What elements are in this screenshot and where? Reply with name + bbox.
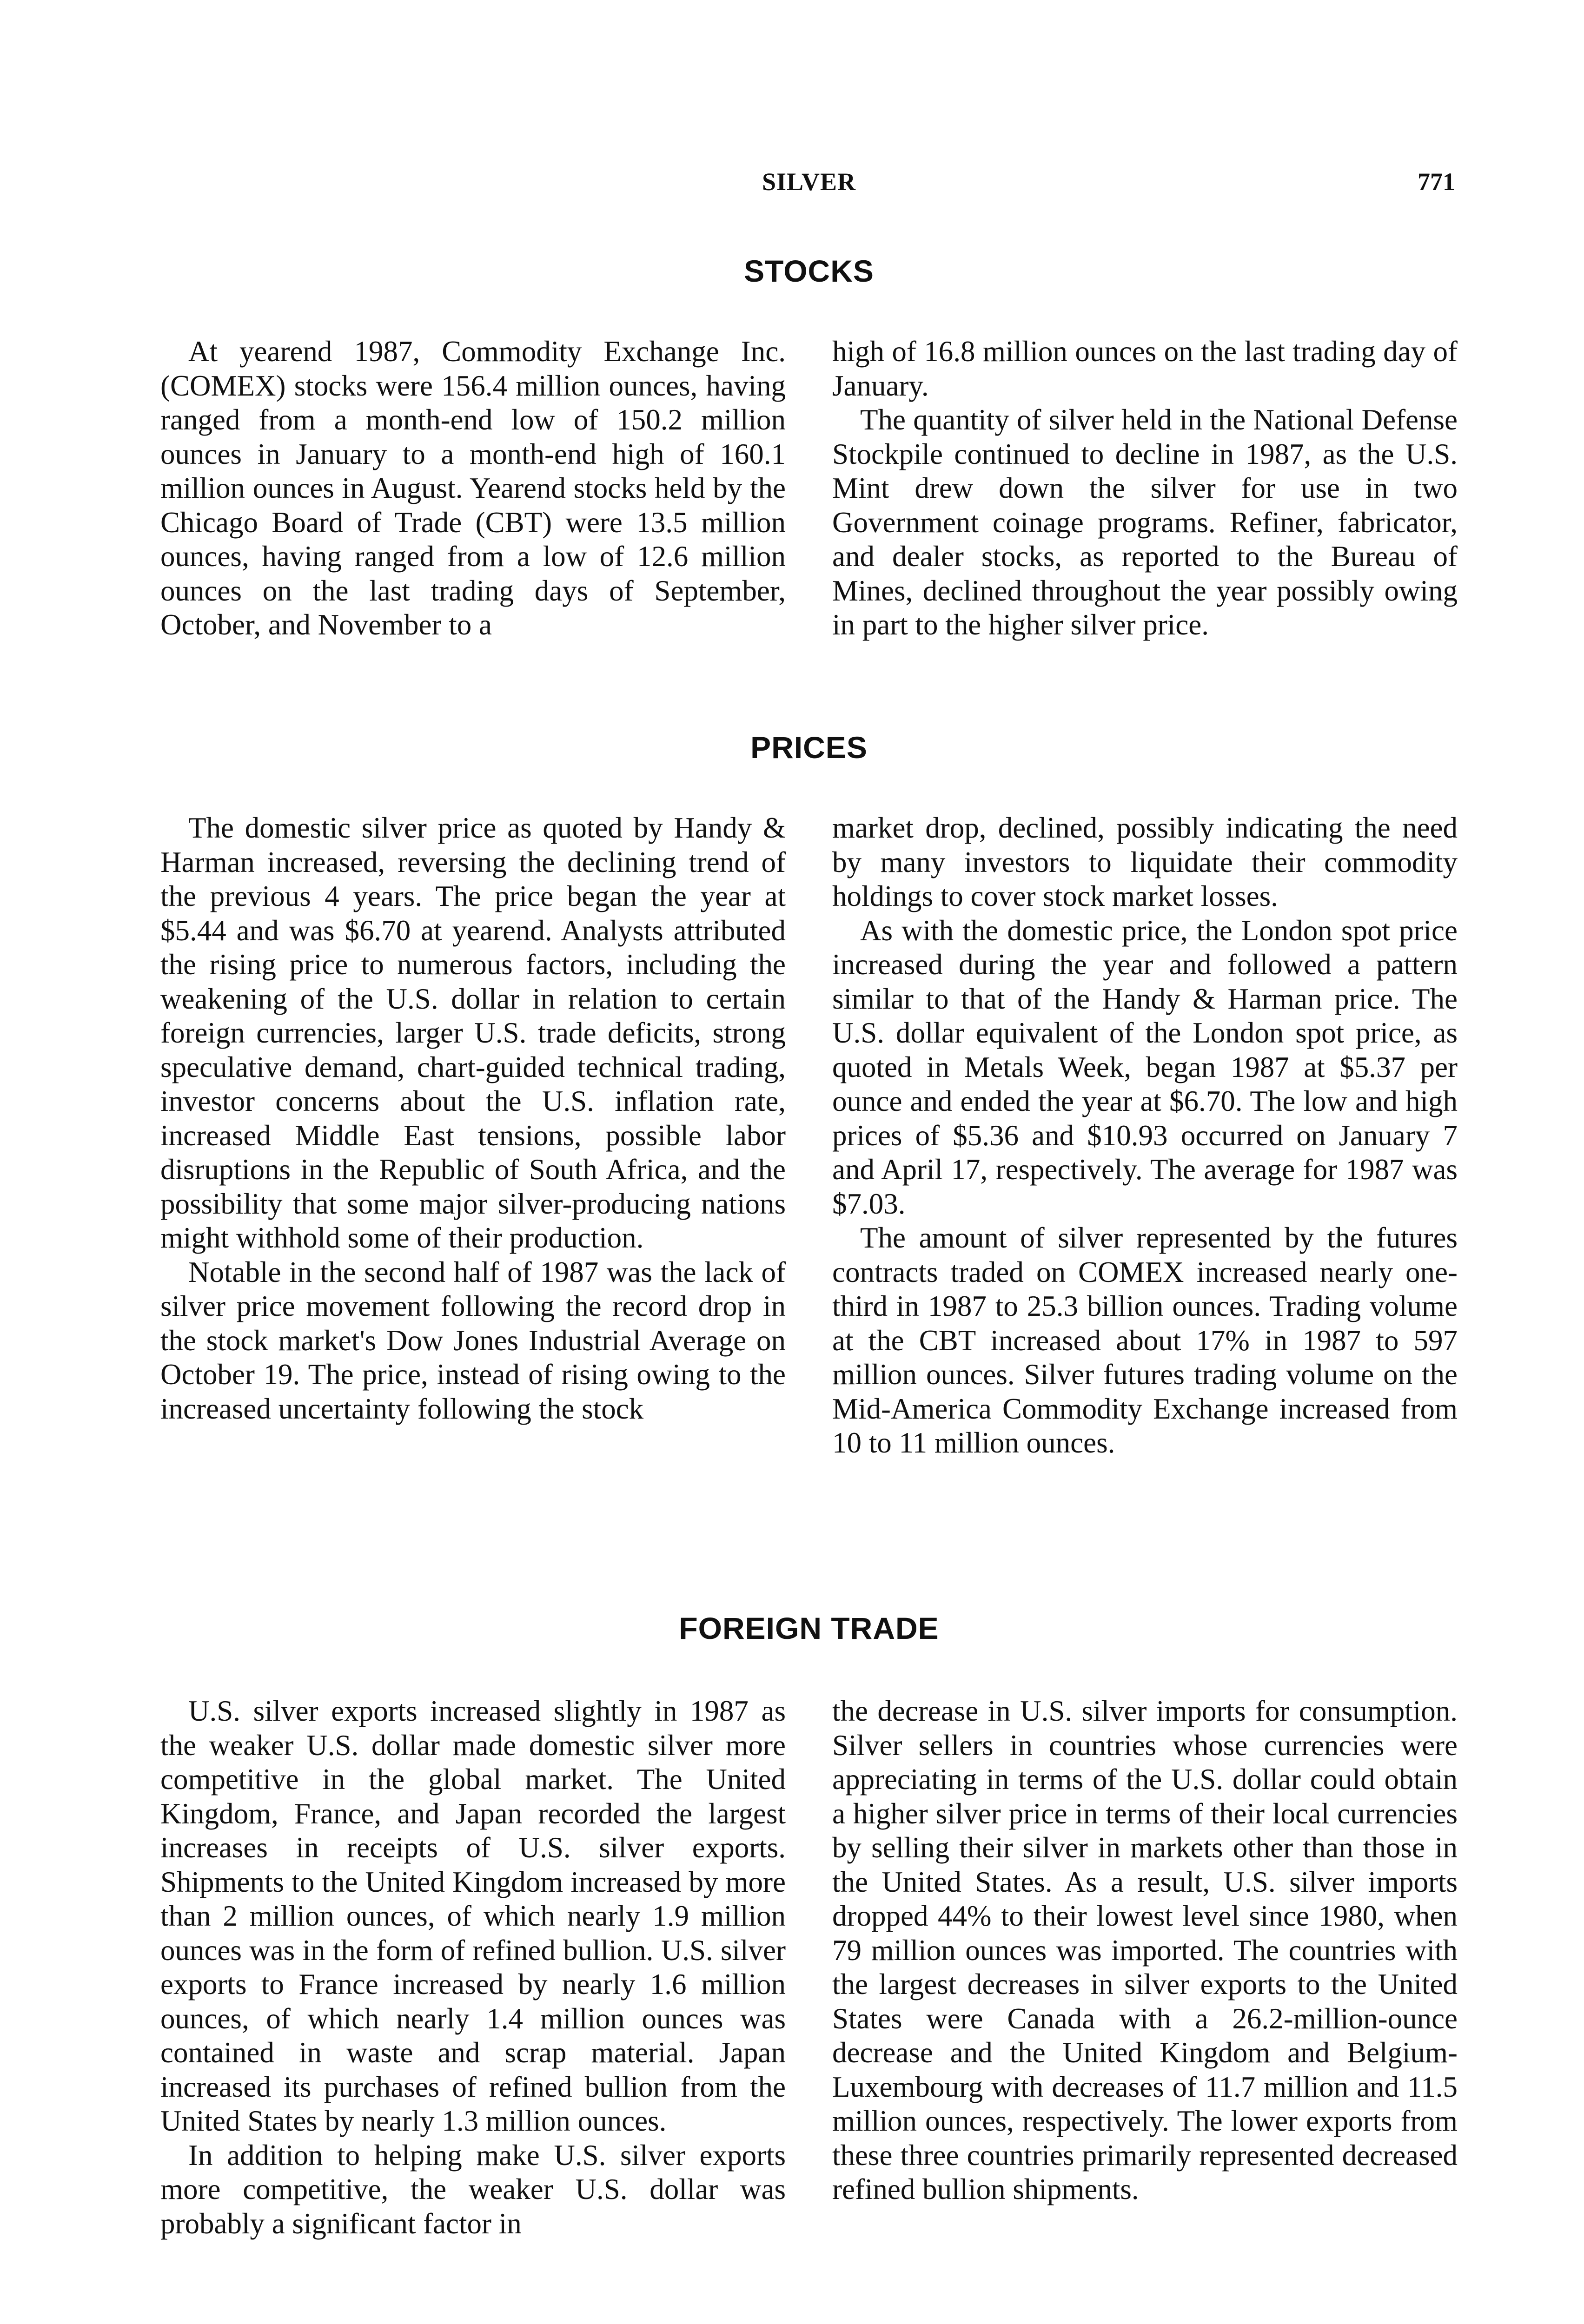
foreign-trade-paragraph-2: In addition to helping make U.S. silver exports more competitive, the weaker U.S. dollar was probably a significant factor in <box>160 2139 786 2240</box>
foreign-trade-paragraph-2-continued: the decrease in U.S. silver imports for consumption. Silver sellers in countries whose currencies were appreciating in terms of the U.S. dollar could obtain a higher silver price in terms of their local currencies by selling their silver in markets other than those in the United States. As a result, U.S. silver imports dropped 44% to their lowest level since 1980, when 79 million ounces was imported. The countries with the largest decreases in silver exports to the United States were Canada with a 26.2-million-ounce decrease and the United Kingdom and Belgium-Luxembourg with decreases of 11.7 million and 11.5 million ounces, respectively. The lower exports from these three countries primarily represented decreased refined bullion shipments. <box>832 1695 1458 2205</box>
section-heading-foreign-trade: FOREIGN TRADE <box>679 1611 939 1645</box>
prices-paragraph-1: The domestic silver price as quoted by Handy & Harman increased, reversing the declining trend of the previous 4 years. The price began the year at $5.44 and was $6.70 at yearend. Analysts attributed the rising price to numerous factors, including the weakening of the U.S. dollar in relation to certain foreign currencies, larger U.S. trade deficits, strong speculative demand, chart-guided technical trading, investor concerns about the U.S. inflation rate, increased Middle East tensions, possible labor disruptions in the Republic of South Africa, and the possibility that some major silver-producing nations might withhold some of their production. <box>160 812 786 1254</box>
stocks-paragraph-1: At yearend 1987, Commodity Exchange Inc. (COMEX) stocks were 156.4 million ounces, having ranged from a month-end low of 150.2 million ounces in January to a month-end high of 160.1 million ounces in August. Yearend stocks held by the Chicago Board of Trade (CBT) were 13.5 million ounces, having ranged from a low of 12.6 million ounces on the last trading days of September, October, and November to a <box>160 335 786 641</box>
foreign-trade-left-column <box>160 1694 786 2241</box>
foreign-trade-paragraph-1: U.S. silver exports increased slightly in 1987 as the weaker U.S. dollar made domestic silver more competitive in the global market. The United Kingdom, France, and Japan recorded the largest increases in receipts of U.S. silver exports. Shipments to the United Kingdom increased by more than 2 million ounces, of which nearly 1.9 million ounces was in the form of refined bullion. U.S. silver exports to France increased by nearly 1.6 million ounces, of which nearly 1.4 million ounces was contained in waste and scrap material. Japan increased its purchases of refined bullion from the United States by nearly 1.3 million ounces. <box>160 1695 786 2137</box>
stocks-section-body <box>160 335 1458 642</box>
prices-paragraph-3: As with the domestic price, the London spot price increased during the year and followed a pattern similar to that of the Handy & Harman price. The U.S. dollar equivalent of the London spot price, as quoted in Metals Week, began 1987 at $5.37 per ounce and ended the year at $6.70. The low and high prices of $5.36 and $10.93 occurred on January 7 and April 17, respectively. The average for 1987 was $7.03. <box>832 914 1458 1220</box>
prices-paragraph-4: The amount of silver represented by the futures contracts traded on COMEX increased nearly one-third in 1987 to 25.3 billion ounces. Trading volume at the CBT increased about 17% in 1987 to 597 million ounces. Silver futures trading volume on the Mid-America Commodity Exchange increased from 10 to 11 million ounces. <box>832 1221 1458 1459</box>
section-heading-prices: PRICES <box>750 730 868 765</box>
prices-paragraph-2: Notable in the second half of 1987 was the lack of silver price movement following the record drop in the stock market's Dow Jones Industrial Average on October 19. The price, instead of rising owing to the increased uncertainty following the stock <box>160 1255 786 1425</box>
foreign-trade-section-body <box>160 1694 1458 2241</box>
running-title: SILVER <box>762 168 856 196</box>
running-head <box>163 167 1455 205</box>
stocks-paragraph-2: The quantity of silver held in the National Defense Stockpile continued to decline in 1987, as the U.S. Mint drew down the silver for use in two Government coinage programs. Refiner, fabricator, and dealer stocks, as reported to the Bureau of Mines, declined throughout the year possibly owing in part to the higher silver price. <box>832 403 1458 641</box>
stocks-right-column <box>832 335 1458 642</box>
stocks-paragraph-1-continued: high of 16.8 million ounces on the last trading day of January. <box>832 335 1458 402</box>
page-number: 771 <box>1418 168 1455 196</box>
section-heading-stocks: STOCKS <box>744 254 874 288</box>
prices-paragraph-2-continued: market drop, declined, possibly indicating the need by many investors to liquidate their commodity holdings to cover stock market losses. <box>832 812 1458 912</box>
foreign-trade-right-column <box>832 1694 1458 2241</box>
stocks-left-column <box>160 335 786 642</box>
prices-section-body <box>160 811 1458 1460</box>
prices-right-column <box>832 811 1458 1460</box>
prices-left-column <box>160 811 786 1460</box>
